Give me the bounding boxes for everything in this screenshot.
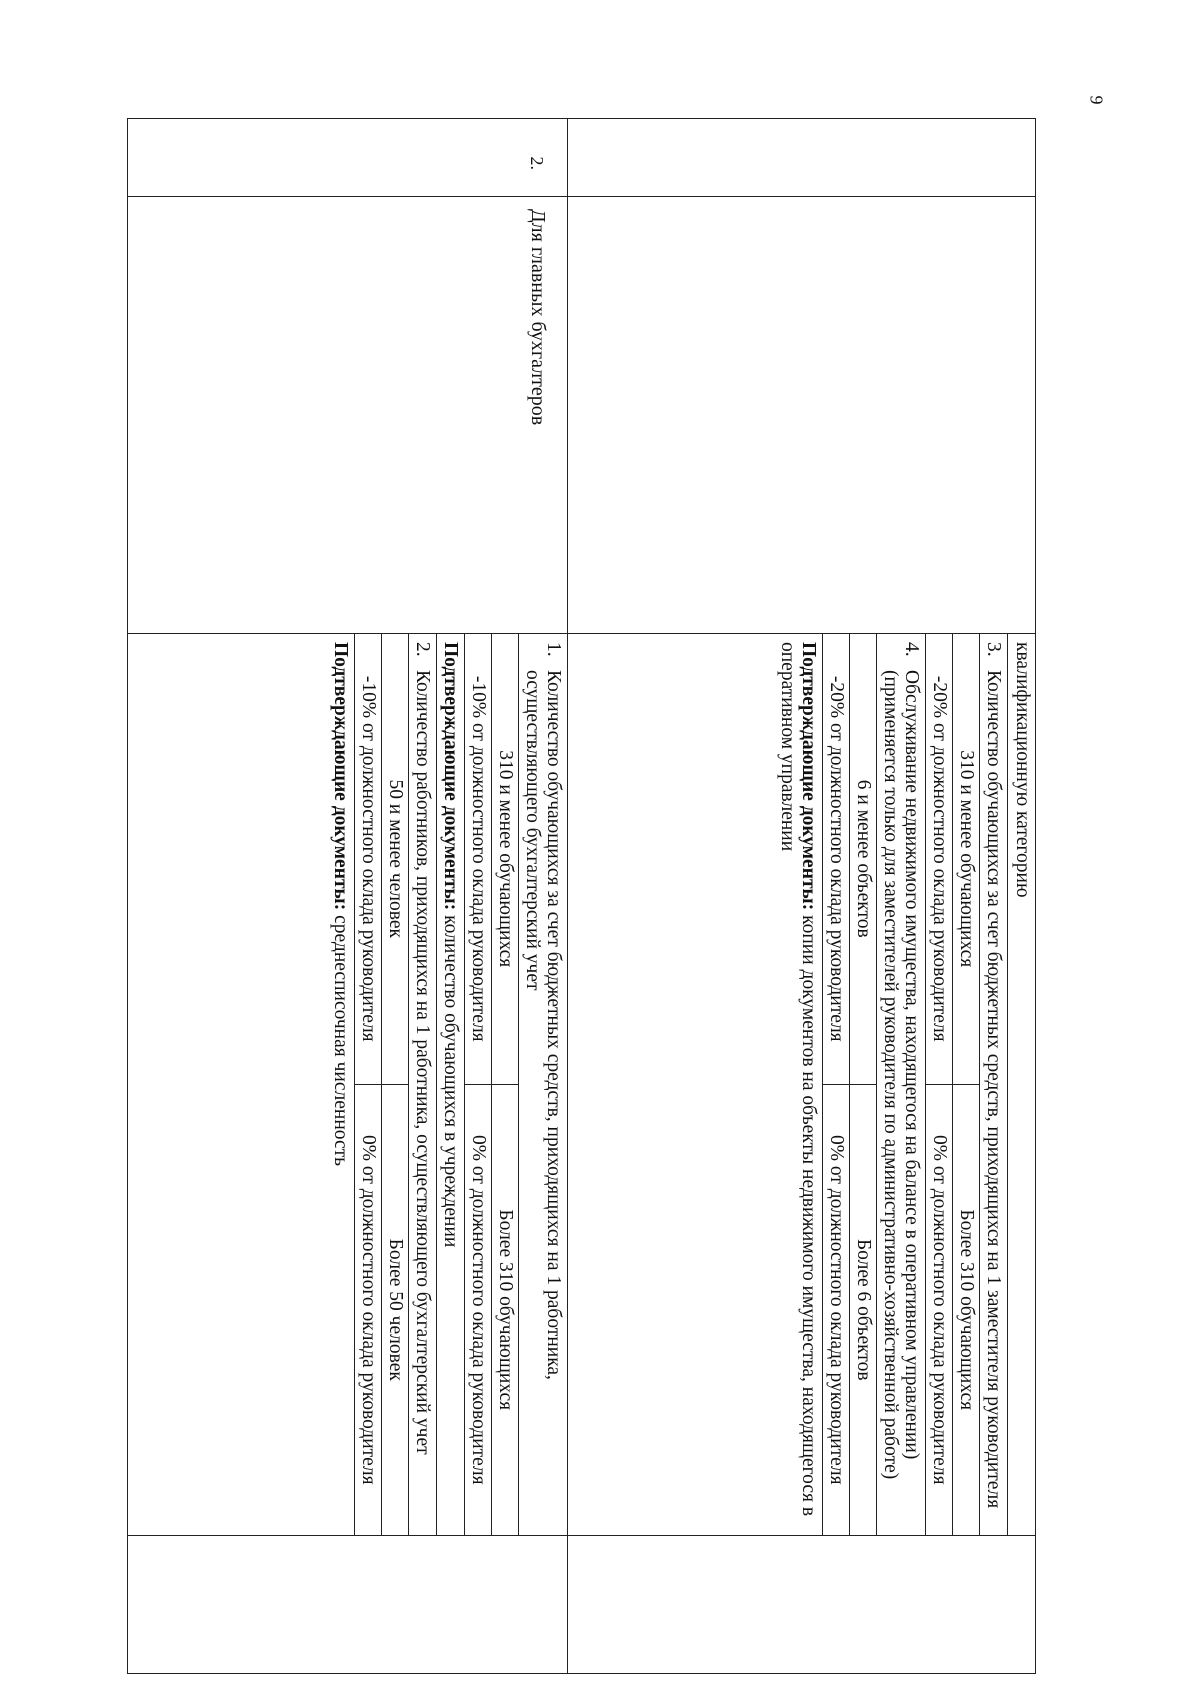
table-row-chief-accountants (128, 119, 568, 1674)
grid-cell: -10% от должностного оклада руководителя (465, 634, 491, 1085)
grid-cell: -20% от должностного оклада руководителя (926, 634, 952, 1085)
grid-cell: 0% от должностного оклада руководителя (467, 1134, 489, 1485)
criterion-grid (822, 634, 876, 1535)
item-text: Количество обучающихся за счет бюджетных средств, приходящихся на 1 заместителя руководителя (982, 670, 1004, 1509)
criteria-content (128, 634, 568, 1536)
criterion-grid (354, 634, 408, 1535)
criteria-table (127, 118, 1036, 1674)
criterion-item (876, 634, 925, 1535)
supporting-documents-text: количество обучающихся в учреждении (439, 910, 461, 1248)
supporting-documents-text: среднесписочная численность (329, 910, 351, 1167)
continued-text: квалификационную категорию (1007, 634, 1035, 1535)
criterion-item (408, 634, 436, 1535)
supporting-documents-label: Подтверждающие документы: (797, 642, 819, 911)
criterion-grid (464, 634, 518, 1535)
row-title (568, 197, 1036, 634)
grid-cell: 0% от должностного оклада руководителя (357, 1134, 379, 1485)
grid-cell: 6 и менее объектов (849, 634, 876, 1085)
page-number: 9 (1086, 95, 1107, 105)
supporting-documents (774, 634, 822, 1535)
item-number: 2. (411, 642, 433, 657)
supporting-documents (436, 634, 464, 1535)
item-number: 3. (982, 642, 1004, 657)
item-number: 4. (900, 642, 922, 657)
item-text: Обслуживание недвижимого имущества, находящегося на балансе в оперативном управлении) (применяется только для заместителей руководителя по административно-хозяйственной работе) (879, 670, 922, 1480)
criterion-item (518, 634, 567, 1535)
criteria-content (568, 634, 1036, 1536)
grid-cell: 50 и менее человек (381, 634, 408, 1085)
grid-cell: Более 310 обучающихся (952, 1085, 979, 1536)
supporting-documents (327, 634, 354, 1535)
criterion-grid (925, 634, 979, 1535)
row-title: Для главных бухгалтеров (128, 197, 568, 634)
grid-cell: 310 и менее обучающихся (491, 634, 518, 1085)
grid-cell: Более 50 человек (381, 1085, 408, 1536)
row-number (568, 119, 1036, 197)
grid-cell: 0% от должностного оклада руководителя (928, 1134, 950, 1485)
grid-cell: 310 и менее обучающихся (952, 634, 979, 1085)
notes-cell (568, 1536, 1036, 1674)
rotated-page (128, 118, 1036, 1673)
item-text: Количество работников, приходящихся на 1 работника, осуществляющего бухгалтерский учет (411, 670, 433, 1455)
supporting-documents-label: Подтверждающие документы: (439, 642, 461, 911)
notes-cell (128, 1536, 568, 1674)
row-number: 2. (128, 119, 568, 197)
grid-cell: -10% от должностного оклада руководителя (355, 634, 381, 1085)
grid-cell: Более 310 обучающихся (491, 1085, 518, 1536)
item-text: Количество обучающихся за счет бюджетных средств, приходящихся на 1 работника, осуществляющего бухгалтерский учет (521, 670, 564, 1380)
criterion-item (979, 634, 1007, 1535)
grid-cell: Более 6 объектов (849, 1085, 876, 1536)
table-row-continuation (568, 119, 1036, 1674)
item-number: 1. (543, 642, 564, 657)
supporting-documents-label: Подтверждающие документы: (329, 642, 351, 911)
grid-cell: -20% от должностного оклада руководителя (823, 634, 849, 1085)
supporting-documents-text: копии документов на объекты недвижимого имущества, находящегося в оперативном управлении (776, 642, 819, 1517)
grid-cell: 0% от должностного оклада руководителя (825, 1134, 847, 1485)
